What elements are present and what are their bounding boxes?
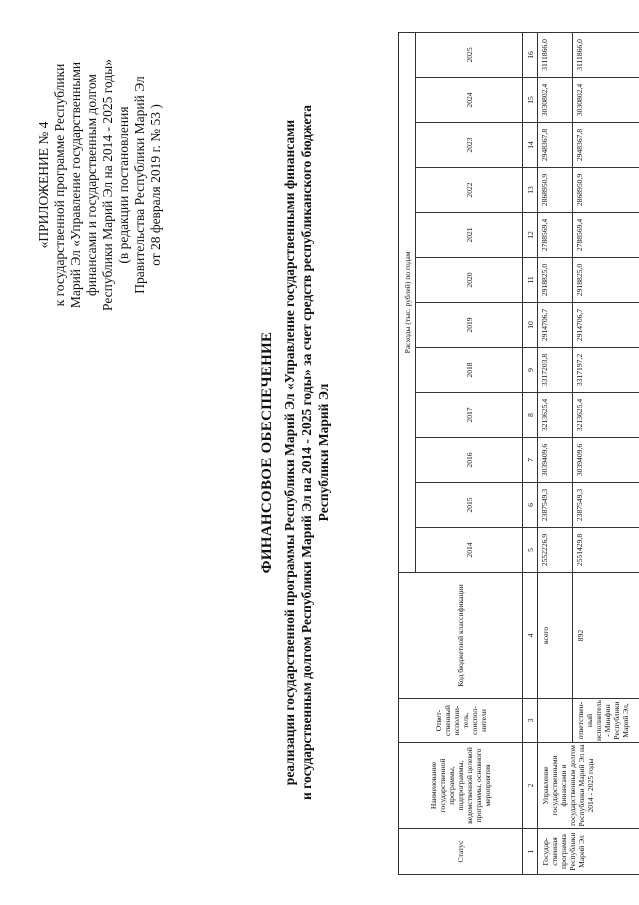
value-total: 2387549,3 [538,483,573,528]
year-header: 2020 [416,258,523,303]
finance-table [398,32,639,875]
value-total: 2914706,7 [538,303,573,348]
value-responsible: 3030802,4 [573,78,639,123]
year-header: 2018 [416,348,523,393]
value-total: 3213625,4 [538,393,573,438]
header-expenses: Расходы (тыс. рублей) по годам [399,32,416,572]
row-executor-total [538,699,573,743]
appendix-block [36,25,164,345]
appendix-line: Республики Марий Эл на 2014 - 2025 годы» [100,59,115,311]
appendix-line: Правительства Республики Марий Эл [132,76,147,294]
column-number: 6 [523,483,538,528]
value-responsible: 3317197,2 [573,348,639,393]
year-header: 2014 [416,528,523,573]
column-number: 12 [523,213,538,258]
column-number: 15 [523,78,538,123]
column-number: 5 [523,528,538,573]
value-responsible: 2868950,9 [573,168,639,213]
header-name: Наименование государственной программы, подпрограммы, ведомственной целевой программы, основного мероприятия [399,743,523,829]
year-header: 2023 [416,123,523,168]
value-total: 3111866,0 [538,32,573,77]
row-name: Управление государственными финансами и государственным долгом Республики Марий Эл на 2014 - 2025 годы [538,743,639,829]
value-total: 2552226,9 [538,528,573,573]
column-number: 1 [523,829,538,875]
column-number: 8 [523,393,538,438]
column-number: 7 [523,438,538,483]
table-row [538,32,573,874]
column-number: 4 [523,573,538,699]
value-total: 2868950,9 [538,168,573,213]
year-header: 2022 [416,168,523,213]
value-responsible: 2948367,8 [573,123,639,168]
year-header: 2021 [416,213,523,258]
column-number: 3 [523,699,538,743]
column-number: 11 [523,258,538,303]
value-responsible: 3213625,4 [573,393,639,438]
title-main: ФИНАНСОВОЕ ОБЕСПЕЧЕНИЕ [259,331,275,574]
appendix-line: финансами и государственным долгом [84,74,99,296]
value-responsible: 2387549,3 [573,483,639,528]
value-total: 2788569,4 [538,213,573,258]
row-executor-responsible: ответствен-ный исполнитель - Минфин Республики Марий Эл, [573,699,639,743]
column-number: 9 [523,348,538,393]
title-line: реализации государственной программы Республики Марий Эл «Управление государственными финансами [282,119,297,786]
year-header: 2019 [416,303,523,348]
value-total: 2948367,8 [538,123,573,168]
year-header: 2025 [416,32,523,77]
value-responsible: 2918825,0 [573,258,639,303]
column-number-row [523,32,538,874]
header-executor: Ответ-ственный исполни-тель, соиспол-нители [399,699,523,743]
value-responsible: 3111866,0 [573,32,639,77]
row-code-responsible: 892 [573,573,639,699]
column-number: 2 [523,743,538,829]
row-status: Государ-ственная программа Республики Марий Эл [538,829,639,875]
appendix-line: Марий Эл «Управление государственными [68,61,83,309]
appendix-line: «ПРИЛОЖЕНИЕ № 4 [36,121,51,249]
title-line: Республики Марий Эл [316,383,331,522]
column-number: 14 [523,123,538,168]
value-total: 3030802,4 [538,78,573,123]
header-code: Код бюджетной классификации [399,573,523,699]
year-header: 2016 [416,438,523,483]
column-number: 13 [523,168,538,213]
value-responsible: 2914706,7 [573,303,639,348]
value-total: 3039409,6 [538,438,573,483]
title-line: и государственным долгом Республики Марий Эл на 2014 - 2025 годы» за счет средств республиканского бюджета [299,105,314,800]
header-status: Статус [399,829,523,875]
value-total: 3317203,8 [538,348,573,393]
year-header: 2024 [416,78,523,123]
appendix-line: к государственной программе Республики [52,63,67,307]
value-responsible: 2788569,4 [573,213,639,258]
value-total: 2918825,0 [538,258,573,303]
value-responsible: 3039409,6 [573,438,639,483]
column-number: 10 [523,303,538,348]
year-header: 2017 [416,393,523,438]
value-responsible: 2551429,8 [573,528,639,573]
year-header: 2015 [416,483,523,528]
appendix-line: от 28 февраля 2019 г. № 53 ) [148,104,163,266]
document-title [258,0,332,905]
appendix-line: (в редакции постановления [116,106,131,264]
column-number: 16 [523,32,538,77]
row-code-total: всего [538,573,573,699]
